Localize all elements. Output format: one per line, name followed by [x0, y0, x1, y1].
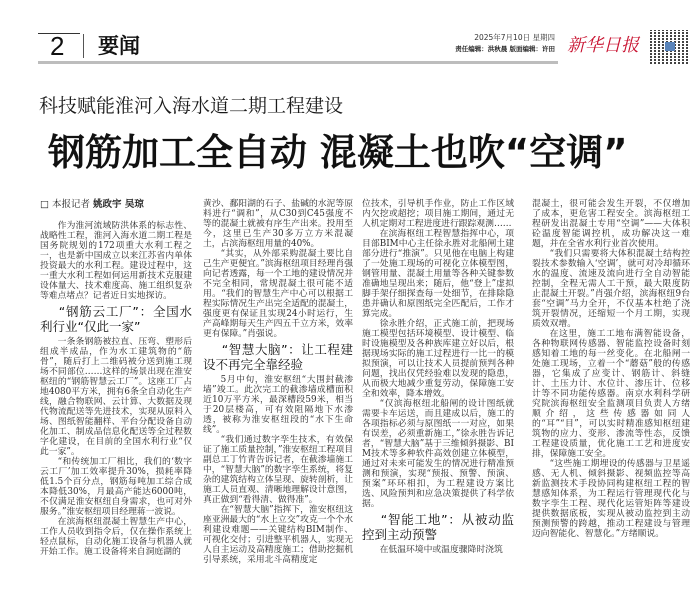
issue-date: 2025年7月10日 星期四 — [474, 33, 555, 42]
paragraph: 一条条钢筋被拉直、压弯、塑形后组成半成品，作为水工建筑物的“筋骨”，随后打上二维码被分送到施工现场不同部位……这样的场景出现在淮安枢纽的“钢筋智慧云工厂”。这座工厂占地4080平方米，拥有6条全自动化生产线，融合物联网、云计算、大数据及现代物流配送等先进技术，实现从原料入场、图纸智能翻样、平台分配设备自动化加工、制成品信息化配送等全过程数字化建设，在目前的全国水利行业“仅此一家”。 — [40, 337, 192, 457]
paragraph: “这些施工期埋设的传感器与卫星遥感、无人机、倾斜摄影、视频监控等高新监测技术手段协同构建枢纽工程的智慧感知体系，为工程运行管理现代化与数字孪生工程、现代化运管矩阵等建设提供数据底板，实现从被动监控到主动预测预警的跨越，推动工程建设与管理迈向智能化、智慧化。”方绪顺说。 — [532, 459, 690, 539]
paragraph: “我们只需要将大体积混凝土结构控裂技术参数输入‘空调’，就可对冷却循环水的温度、流速及流向进行全自动智能控制，全程无需人工干预，最大限度防止混凝土开裂。”肖强介绍，滨海枢纽9台套“空调”马力全开，不仅基本杜绝了浇筑开裂情况，还缩短一个月工期，实现质效双增。 — [532, 249, 690, 329]
article-title: 钢筋加工全自动 混凝土也吹“空调” — [48, 131, 628, 174]
section-heading: “钢筋云工厂”：全国水利行业“仅此一家” — [40, 304, 192, 334]
paragraph: “仅滨海枢纽北船闸的设计图纸就需要卡车运送，而且建成以后，施工的各项指标必须与原图纸一一对应，如果有误差，必须重新施工，”徐永胜告诉记者，“智慧大脑”基于三维倾斜摄影、BIM技术等多种软件高效创建立体模型，通过对未来可能发生的情况进行精准预测和预演，实现“预报、预警、预演、预案”环环相扣，为工程建设方案比选、风险预判和应急决策提供了科学依据。 — [362, 399, 514, 509]
section-heading: “智慧大脑”：让工程建设不再完全靠经验 — [203, 342, 353, 372]
article-column-3 — [362, 199, 514, 555]
section-heading: “智能工地”：从被动监控到主动预警 — [362, 512, 514, 542]
article-column-1 — [40, 221, 192, 557]
paragraph: 位技术，引导机手作业，防止工作区域内欠挖或超挖；项目施工期间，通过无人机定期对工程进度进行跟踪观测…… — [362, 199, 514, 229]
section-name: 要闻 — [98, 34, 140, 58]
article-column-2 — [203, 199, 353, 565]
paragraph: 徐永胜介绍，正式施工前，把现场施工模型包括环境模型、设计模型、临时设施模型及各种族库建立好以后，根据现场实际的施工过程进行一比一的模拟预演，可以让技术人员提前预判各种问题，找出仅凭经验难以发现的隐患，从而极大地减少重复劳动，保障施工安全和效率，降本增效。 — [362, 319, 514, 399]
article-column-4 — [532, 199, 690, 539]
newspaper-logo: 新华日报 — [567, 35, 639, 56]
paragraph: “我们通过数字孪生技术，有效保证了施工质量控制，”淮安枢纽工程项目副总工丁竹青告诉记者，在截渗墙施工中，“智慧大脑”的数字孪生系统，将复杂的建筑结构立体呈现、旋转剖析，让施工人员直观、清晰地理解设计意图，真正做到“看得清、做得准”。 — [203, 435, 353, 505]
paragraph: 混凝土，很可能会发生开裂，不仅增加了成本，更危害工程安全。滨海枢纽工程研发出混凝土专用“空调”——大体积砼温度智能调控机，成功解决这一难题，并在全省水利行业首次使用。 — [532, 199, 690, 249]
paragraph: “和传统加工厂相比，我们的‘数字云工厂’加工效率提升30%，损耗率降低1.5个百分点，钢筋每吨加工综合成本降低30%，月最高产能达6000吨，不仅满足淮安枢纽自身需求，也可对外服务。”淮安枢纽项目经理蒋一波说。 — [40, 457, 192, 517]
qr-code-icon — [650, 30, 690, 64]
byline-prefix: □ 本报记者 — [40, 199, 90, 210]
paragraph: 作为淮河流域防洪体系的标志性、战略性工程，淮河入海水道二期工程是国务院规划的172项重大水利工程之一，也是新中国成立以来江苏省内单体投资最大的水利工程。建设过程中，这一重大水利工程如何运用新技术克服建设体量大、技术难度高、施工组织复杂等难点堵点？记者近日实地探访。 — [40, 221, 192, 301]
page-number: 2 — [50, 31, 65, 61]
paragraph: 黄沙、鄱阳湖的石子、盐碱的水泥等原料进行“调和”，从C30到C45强度不等的混凝土就被有序生产出来。投用至今，这里已生产30多万立方米混凝土，占滨海枢纽用量的40%。 — [203, 199, 353, 249]
byline-authors: 姚政宇 吴琼 — [93, 199, 144, 210]
header-rule — [38, 61, 558, 64]
paragraph: 在“智慧大脑”指挥下，淮安枢纽这座亚洲最大的“水上立交”攻克一个个水利建设难题——关键结构BIM制作、可视化交付；引进整平机器人，实现无人自主运动及高精度施工；借助挖掘机引导系统，采用北斗高精度定 — [203, 505, 353, 565]
paragraph: 在滨海枢纽混凝土智慧生产中心，工作人员收到指令后，仅在操作系统上轻点鼠标，自动化施工设备与机器人就开始工作。施工设备将来自洞庭湖的 — [40, 517, 192, 557]
editors-credit: 责任编辑：洪秋晨 版面编辑：许田 — [455, 45, 555, 53]
paragraph: “其实，从外部采购混凝土要比自己生产更便宜。”滨海枢纽项目经理肖强向记者透露，每一个工地的建设情况并不完全相同，常规混凝土很可能不适用。“我们的智慧生产中心可以根据工程实际情况生产出完全适配的混凝土，强度更有保证且实现24小时运行，生产高峰期每天生产四五千立方米，效率更有保障。”肖强说。 — [203, 249, 353, 339]
divider — [83, 34, 84, 58]
paragraph: 5月中旬，淮安枢纽“大围封截渗墙”竣工。此次完工的截渗墙成槽面积近10万平方米，最深槽段59米，相当于20层楼高，可有效阻隔地下水渗透，被称为淮安枢纽段的“水下生命线”。 — [203, 375, 353, 435]
paragraph: 在低温环境中或温度骤降时浇筑 — [379, 545, 503, 555]
paragraph: 在这里，施工工地布满智能设备，各种物联网传感器、智能监控设备时刻感知着工地的每一丝变化。在北船闸一处施工现场，立着一个“蘑菇”般的传感器，它集成了应变计、钢筋计、斜缝计、土压力计、水位计、渗压计、位移计等不同功能传感器。南京水利科学研究院滨海枢纽安全监测项目负责人方绪顺介绍，这些传感器如同人的“耳”“目”，可以实时精准感知枢纽建筑物的应力、变形、渗流等性态，反馈工程建设质量，优化施工工艺和进度安排，保障施工安全。 — [532, 329, 690, 459]
paragraph: 在滨海枢纽工程智慧指挥中心，项目部BIM中心主任徐永胜对北船闸土建部分进行“推演”。只见他在电脑上构建了一处施工现场的可视化立体模型图，钢管用量、混凝土用量等各种关键参数准确地呈现出来；随后，他“登上”虚拟脚手架仔细探查每一处细节，在排除隐患并确认和原图纸完全匹配后，工作才算完成。 — [362, 229, 514, 319]
byline — [40, 199, 192, 211]
article-subtitle: 科技赋能淮河入海水道二期工程建设 — [39, 95, 344, 117]
